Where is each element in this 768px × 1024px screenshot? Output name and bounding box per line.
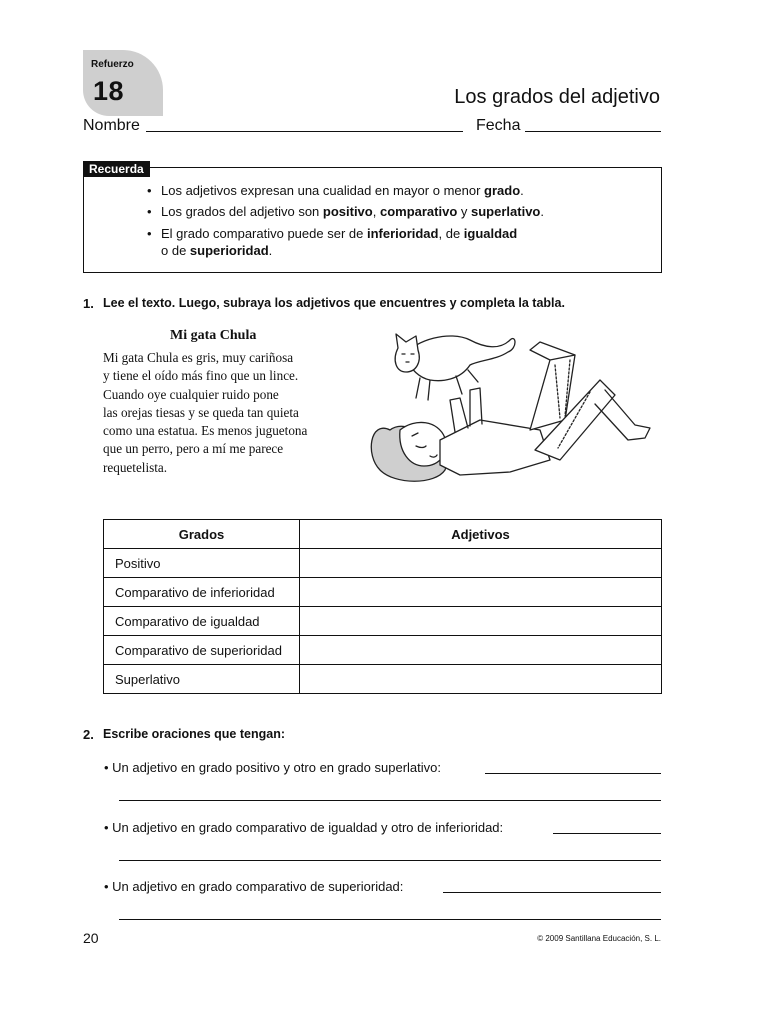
table-row	[104, 607, 662, 636]
name-label: Nombre	[83, 117, 140, 134]
copyright: © 2009 Santillana Educación, S. L.	[537, 934, 661, 943]
poem-line: como una estatua. Es menos juguetona	[103, 423, 308, 439]
table-header-grados: Grados	[104, 520, 300, 549]
grade-cell: Comparativo de superioridad	[104, 636, 300, 665]
adjective-answer-cell[interactable]	[300, 549, 662, 578]
date-label: Fecha	[476, 117, 521, 134]
adjective-answer-cell[interactable]	[300, 665, 662, 694]
table-header-row	[104, 520, 662, 549]
table-header-adjetivos: Adjetivos	[300, 520, 662, 549]
grade-cell: Comparativo de inferioridad	[104, 578, 300, 607]
girl-with-cat-illustration	[360, 320, 660, 490]
poem-title: Mi gata Chula	[170, 328, 257, 343]
recuerda-bullet-3: • El grado comparativo puede ser de inferioridad, de igualdad o de superioridad.	[147, 226, 518, 258]
answer-line[interactable]	[119, 800, 661, 801]
recuerda-bullet-1: • Los adjetivos expresan una cualidad en mayor o menor grado.	[147, 183, 524, 198]
adjective-answer-cell[interactable]	[300, 636, 662, 665]
exercise-2-instruction: Escribe oraciones que tengan:	[103, 727, 285, 741]
answer-line[interactable]	[119, 919, 661, 920]
table-row	[104, 665, 662, 694]
answer-line[interactable]	[119, 860, 661, 861]
exercise-1-number: 1.	[83, 296, 94, 311]
unit-number: 18	[93, 76, 125, 106]
answer-line[interactable]	[443, 892, 661, 893]
date-field[interactable]	[525, 131, 661, 132]
exercise-2-number: 2.	[83, 727, 94, 742]
exercise-1-instruction: Lee el texto. Luego, subraya los adjetivos que encuentres y completa la tabla.	[103, 296, 565, 310]
page-number: 20	[83, 930, 99, 946]
poem-line: y tiene el oído más fino que un lince.	[103, 368, 299, 384]
poem-line: requetelista.	[103, 459, 168, 475]
answer-line[interactable]	[485, 773, 661, 774]
grade-cell: Comparativo de igualdad	[104, 607, 300, 636]
exercise-2-item-2: • Un adjetivo en grado comparativo de igualdad y otro de inferioridad:	[104, 820, 504, 835]
exercise-2-item-1: • Un adjetivo en grado positivo y otro en grado superlativo:	[104, 760, 441, 775]
recuerda-tag: Recuerda	[83, 161, 150, 177]
poem-line: que un perro, pero a mí me parece	[103, 441, 284, 457]
grade-cell: Positivo	[104, 549, 300, 578]
adjective-answer-cell[interactable]	[300, 607, 662, 636]
exercise-2-item-3: • Un adjetivo en grado comparativo de superioridad:	[104, 879, 404, 894]
poem-line: Cuando oye cualquier ruido pone	[103, 386, 279, 402]
name-field[interactable]	[146, 131, 463, 132]
grade-cell: Superlativo	[104, 665, 300, 694]
grados-table	[103, 519, 662, 694]
poem-line: las orejas tiesas y se queda tan quieta	[103, 404, 299, 420]
answer-line[interactable]	[553, 833, 661, 834]
poem-text	[103, 349, 307, 477]
table-row	[104, 549, 662, 578]
poem-line: Mi gata Chula es gris, muy cariñosa	[103, 350, 294, 365]
table-row	[104, 636, 662, 665]
adjective-answer-cell[interactable]	[300, 578, 662, 607]
table-row	[104, 578, 662, 607]
page-title: Los grados del adjetivo	[454, 86, 660, 108]
series-label: Refuerzo	[91, 59, 134, 70]
recuerda-bullet-2: • Los grados del adjetivo son positivo, comparativo y superlativo.	[147, 204, 544, 219]
